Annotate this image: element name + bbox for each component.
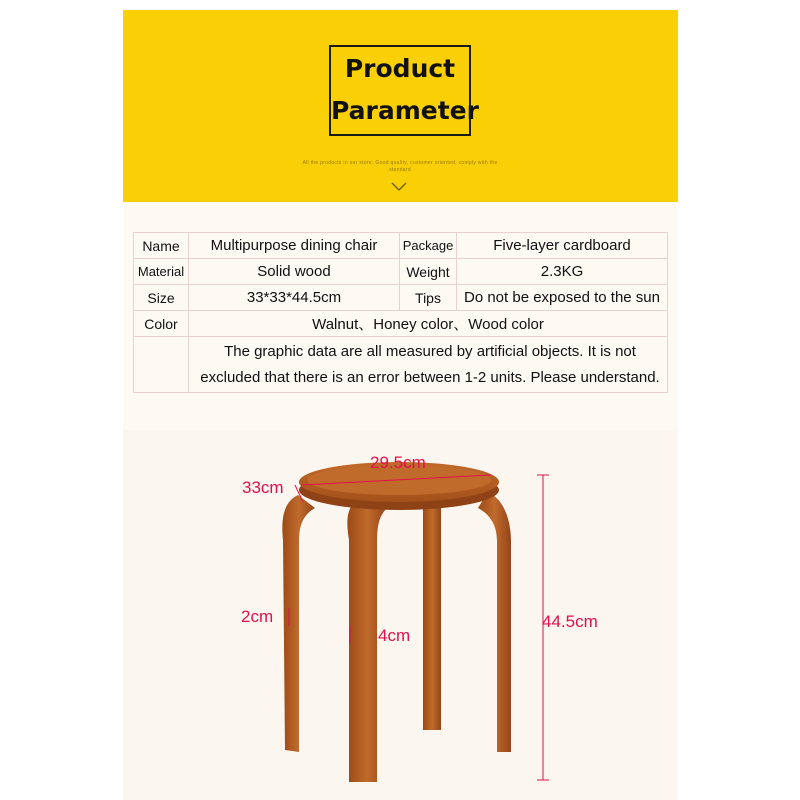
leg-width-label: 4cm <box>378 626 411 645</box>
note-line-2: excluded that there is an error between 1-2 units. Please understand. <box>200 368 660 386</box>
banner-tiny-text: All the products in our store: Good quality, customer oriented, comply with the standard <box>302 160 498 173</box>
color-label: Color <box>134 311 189 337</box>
name-value: Multipurpose dining chair <box>189 233 400 259</box>
material-label: Material <box>134 259 189 285</box>
color-value: Walnut、Honey color、Wood color <box>189 311 668 337</box>
table-row <box>134 285 668 311</box>
package-value: Five-layer cardboard <box>457 233 668 259</box>
note-line-1: The graphic data are all measured by artificial objects. It is not <box>224 342 636 360</box>
name-label: Name <box>134 233 189 259</box>
table-row <box>134 233 668 259</box>
weight-value: 2.3KG <box>457 259 668 285</box>
title-line-2: Parameter <box>331 96 479 125</box>
height-label: 44.5cm <box>542 612 598 631</box>
size-label: Size <box>134 285 189 311</box>
title-box <box>329 45 479 136</box>
table-row <box>134 259 668 285</box>
table-row <box>134 337 668 393</box>
seat-width-label: 29.5cm <box>370 453 426 472</box>
note-empty-cell <box>134 337 189 393</box>
spec-table <box>133 232 668 393</box>
title-line-1: Product <box>344 54 456 83</box>
tips-value: Do not be exposed to the sun <box>457 285 668 311</box>
measurement-note <box>189 337 668 393</box>
material-value: Solid wood <box>189 259 400 285</box>
tips-label: Tips <box>400 285 457 311</box>
seat-depth-label: 33cm <box>242 478 284 497</box>
table-row <box>134 311 668 337</box>
leg-thickness-label: 2cm <box>241 607 274 626</box>
chevron-down-icon <box>389 181 409 193</box>
weight-label: Weight <box>400 259 457 285</box>
size-value: 33*33*44.5cm <box>189 285 400 311</box>
package-label: Package <box>400 233 457 259</box>
